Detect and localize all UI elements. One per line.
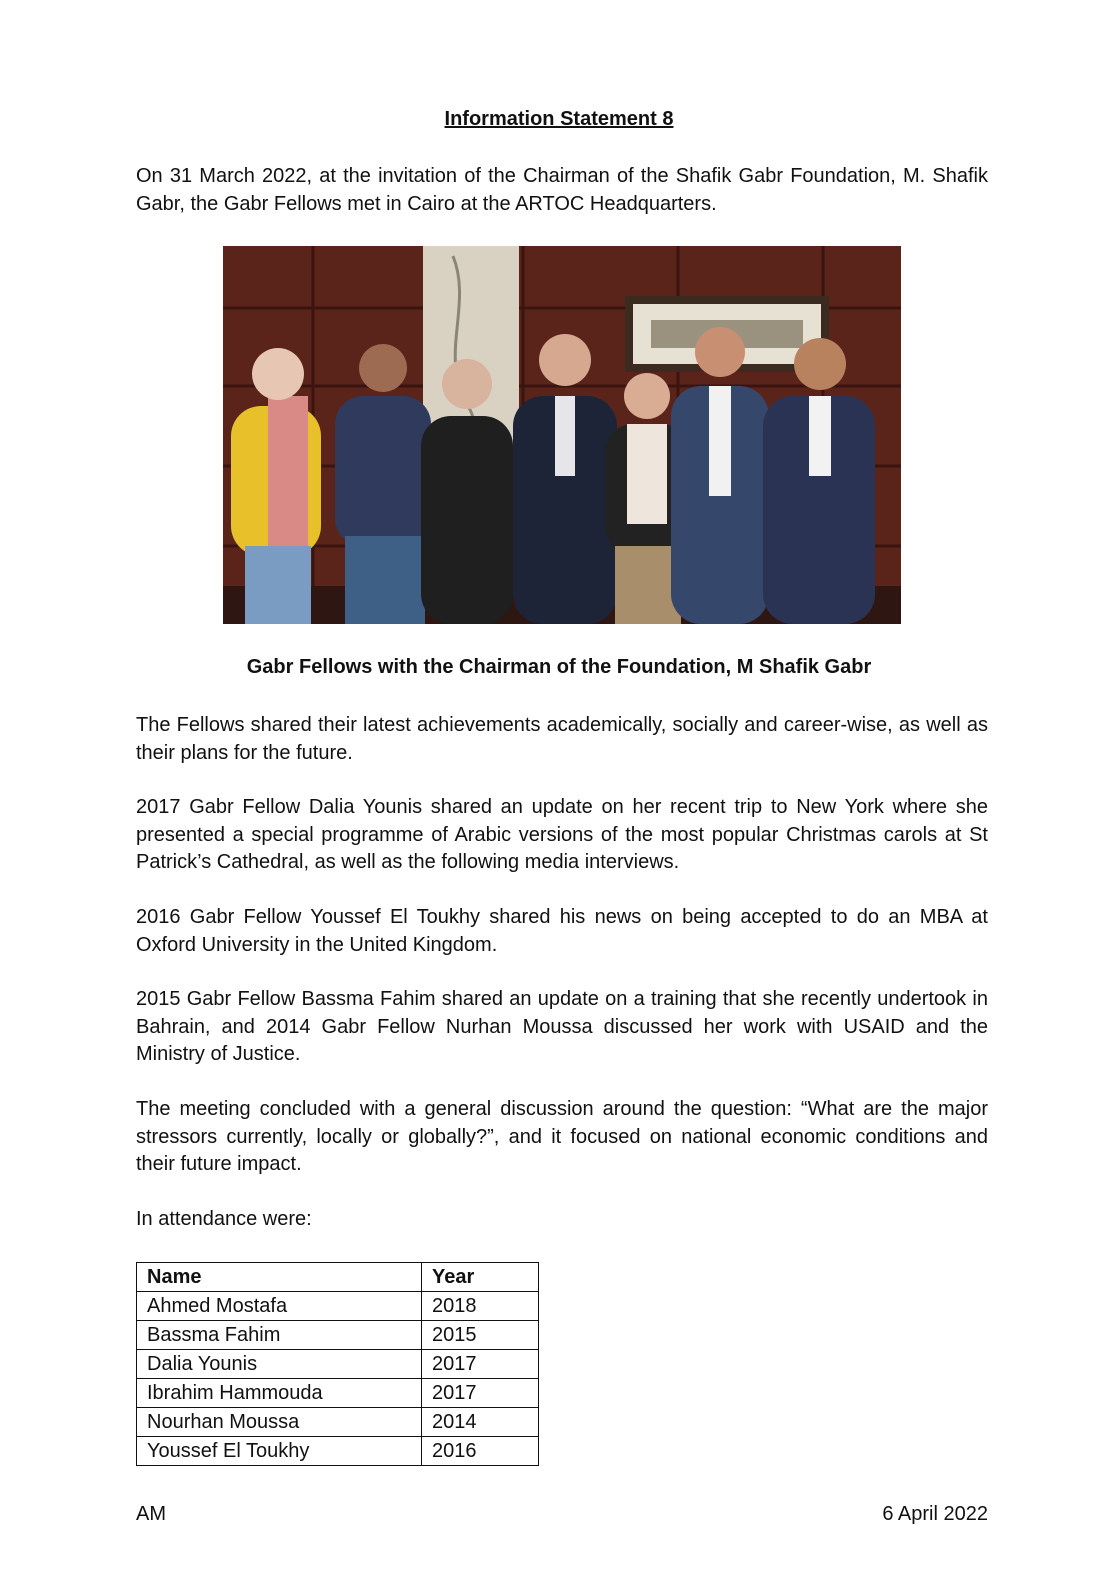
attendance-table (136, 1262, 539, 1466)
attendee-year: 2018 (422, 1292, 539, 1321)
document-date: 6 April 2022 (882, 1503, 988, 1525)
group-photo (223, 246, 901, 624)
attendee-year: 2014 (422, 1408, 539, 1437)
document-title: Information Statement 8 (444, 108, 674, 130)
attendee-name: Bassma Fahim (137, 1321, 422, 1350)
table-row (137, 1408, 539, 1437)
paragraph: 2017 Gabr Fellow Dalia Younis shared an update on her recent trip to New York where she presented a special programme of Arabic versions of the most popular Christmas carols at St Patrick’s Cathedral, as well as the following media interviews. (136, 796, 988, 873)
paragraph: 2015 Gabr Fellow Bassma Fahim shared an update on a training that she recently undertook in Bahrain, and 2014 Gabr Fellow Nurhan Moussa discussed her work with USAID and the Ministry of Justice. (136, 988, 988, 1065)
attendee-name: Ahmed Mostafa (137, 1292, 422, 1321)
table-row (137, 1437, 539, 1466)
table-row (137, 1321, 539, 1350)
attendee-year: 2017 (422, 1350, 539, 1379)
attendance-intro: In attendance were: (136, 1208, 312, 1230)
attendee-name: Nourhan Moussa (137, 1408, 422, 1437)
document-footer (136, 1503, 988, 1526)
author-initials: AM (136, 1503, 166, 1525)
table-row (137, 1292, 539, 1321)
table-row (137, 1379, 539, 1408)
column-header-year: Year (422, 1263, 539, 1292)
attendee-year: 2015 (422, 1321, 539, 1350)
attendee-name: Dalia Younis (137, 1350, 422, 1379)
intro-paragraph: On 31 March 2022, at the invitation of the Chairman of the Shafik Gabr Foundation, M. Shafik Gabr, the Gabr Fellows met in Cairo at the ARTOC Headquarters. (136, 165, 988, 215)
attendee-year: 2017 (422, 1379, 539, 1408)
column-header-name: Name (137, 1263, 422, 1292)
paragraph: The meeting concluded with a general discussion around the question: “What are the major stressors currently, locally or globally?”, and it focused on national economic conditions and their future impact. (136, 1098, 988, 1175)
attendee-name: Ibrahim Hammouda (137, 1379, 422, 1408)
attendee-name: Youssef El Toukhy (137, 1437, 422, 1466)
paragraph: The Fellows shared their latest achievements academically, socially and career-wise, as well as their plans for the future. (136, 714, 988, 764)
table-row (137, 1350, 539, 1379)
attendee-year: 2016 (422, 1437, 539, 1466)
paragraph: 2016 Gabr Fellow Youssef El Toukhy shared his news on being accepted to do an MBA at Oxford University in the United Kingdom. (136, 906, 988, 956)
table-header-row (137, 1263, 539, 1292)
photo-caption: Gabr Fellows with the Chairman of the Foundation, M Shafik Gabr (246, 656, 872, 678)
